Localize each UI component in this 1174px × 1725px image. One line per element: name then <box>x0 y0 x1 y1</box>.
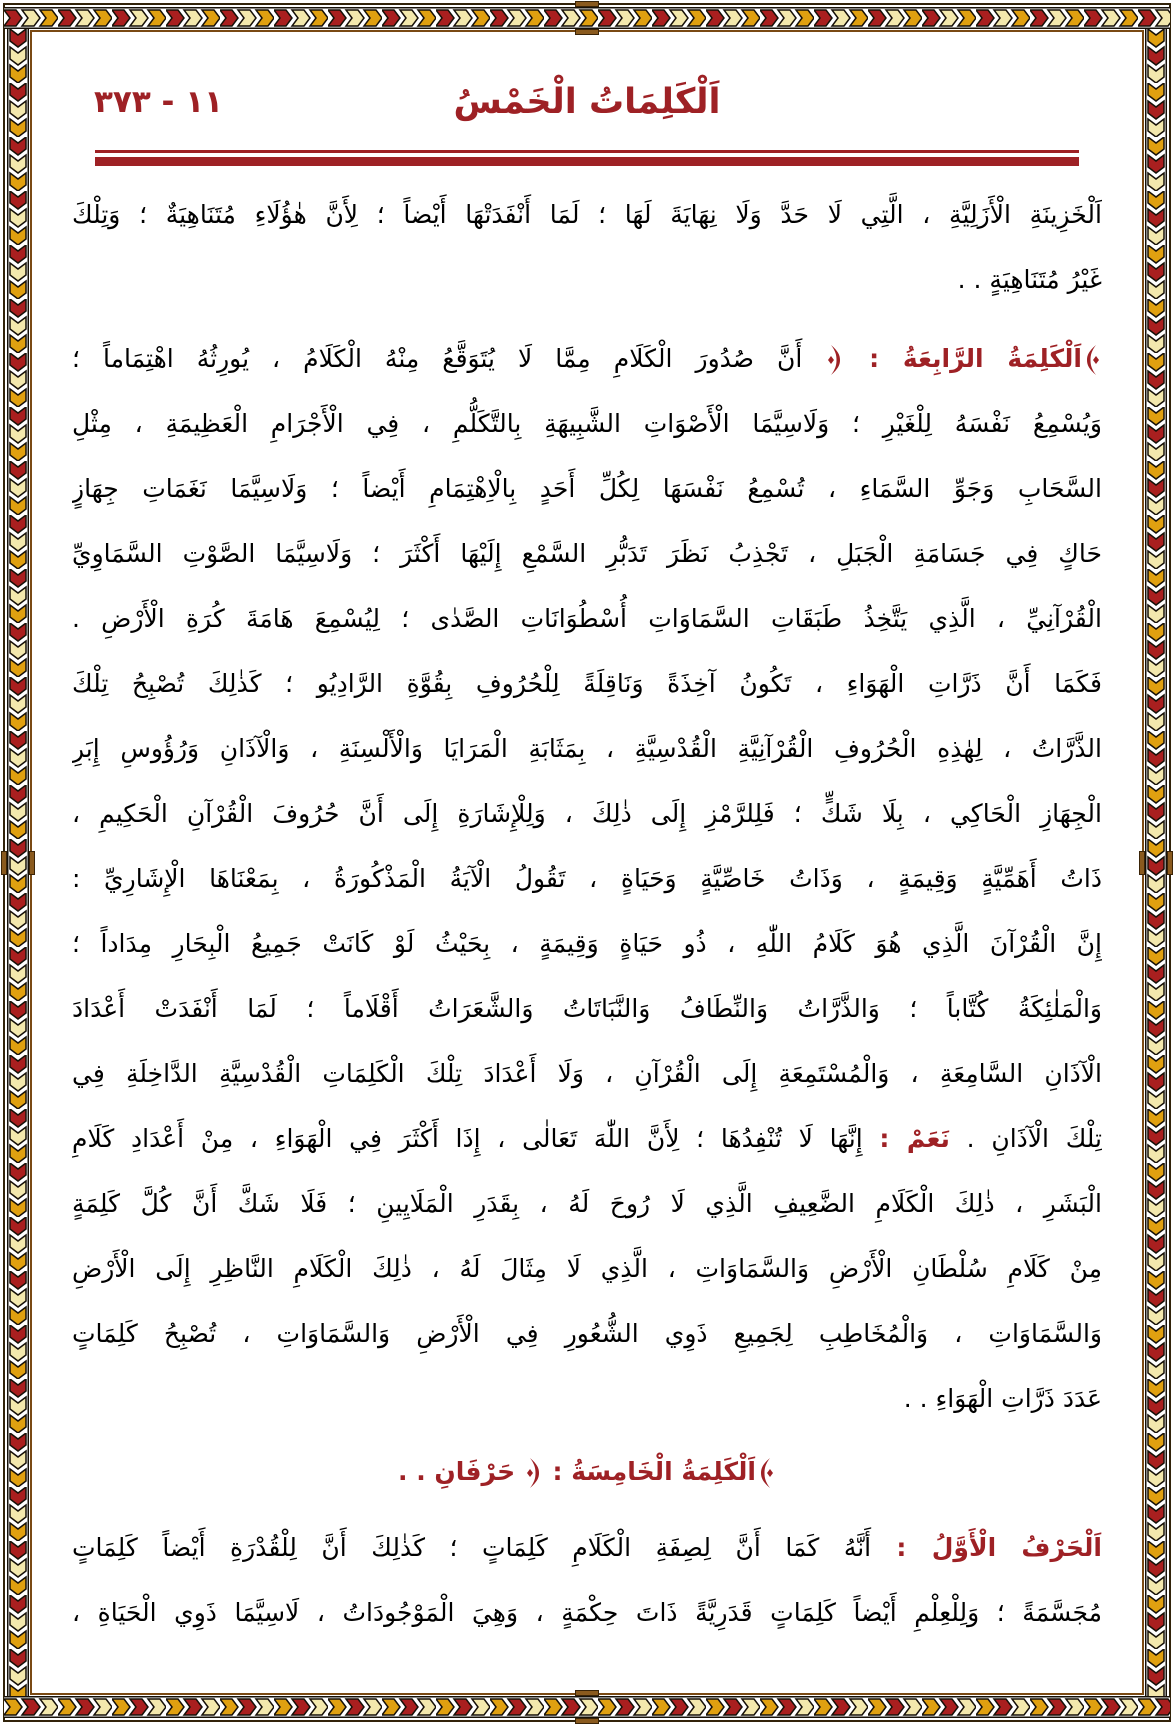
ornate-open-bracket-icon <box>756 1457 776 1489</box>
border-center-tab <box>1167 851 1173 875</box>
border-chain-top <box>4 7 1170 29</box>
body-line <box>72 1171 1102 1236</box>
text-segment: تِلْكَ الْآذَانِ . <box>949 1124 1102 1153</box>
text-segment: إِنَّ الْقُرْآنَ الَّذِي هُوَ كَلَامُ اللّٰهِ ، ذُو حَيَاةٍ وَقِيمَةٍ ، بِحَيْثُ لَوْ كَانَتْ جَمِيعُ الْبِحَارِ مِدَاداً ؛ <box>72 929 1102 958</box>
text-segment: أَنَّهُ كَمَا أَنَّ لِصِفَةِ الْكَلَامِ كَلِمَاتٍ ؛ كَذٰلِكَ أَنَّ لِلْقُدْرَةِ أَيْضاً كَلِمَاتٍ <box>72 1533 872 1562</box>
body-line <box>72 521 1102 586</box>
page-title: اَلْكَلِمَاتُ الْخَمْسُ <box>453 82 721 122</box>
body-line <box>72 911 1102 976</box>
text-segment: السَّحَابِ وَجَوِّ السَّمَاءِ ، تُسْمِعُ نَفْسَهَا لِكُلِّ أَحَدٍ بِالْاِهْتِمَامِ أَيْضاً ؛ وَلَاسِيَّمَا نَغَمَاتِ جِهَازٍ <box>72 474 1102 503</box>
text-segment: وَالْمَلٰئِكَةُ كُتَّاباً ؛ وَالذَّرَّاتُ وَالنِّطَافُ وَالنَّبَاتَاتُ وَالشَّعَرَاتُ أَقْلَاماً ؛ لَمَا أَنْفَدَتْ أَعْدَادَ <box>72 994 1102 1023</box>
body-line <box>72 586 1102 651</box>
body-line <box>72 976 1102 1041</box>
rule-thick-bar <box>95 157 1079 166</box>
text-segment: اَلْخَزِينَةِ الْأَزَلِيَّةِ ، الَّتِي لَا حَدَّ وَلَا نِهَايَةَ لَهَا ؛ لَمَا أَنْفَدَتْهَا أَيْضاً ؛ لِأَنَّ هٰؤُلَاءِ مُتَنَاهِيَةٌ ؛ وَتِلْكَ <box>72 200 1102 229</box>
text-segment: غَيْرُ مُتَنَاهِيَةٍ . . <box>957 265 1102 294</box>
text-segment: الذَّرَّاتُ ، لِهٰذِهِ الْحُرُوفِ الْقُرْآنِيَّةِ الْقُدْسِيَّةِ ، بِمَثَابَةِ الْمَرَايَا وَالْأَلْسِنَةِ ، وَالْآذَانِ وَرُؤُوسِ إِبَرِ <box>72 734 1102 763</box>
body-line <box>72 651 1102 716</box>
body-line <box>72 247 1102 312</box>
fourth-word-heading-line <box>72 326 1102 391</box>
text-segment: فَكَمَا أَنَّ ذَرَّاتِ الْهَوَاءِ ، تَكُونُ آخِذَةً وَنَاقِلَةً لِلْحُرُوفِ بِقُوَّةِ الرَّادِيُو ؛ كَذٰلِكَ تُصْبِحُ تِلْكَ <box>72 669 1102 698</box>
text-segment: نَعَمْ : <box>879 1124 950 1153</box>
text-segment: حَرْفَانِ . . <box>398 1457 524 1486</box>
page-header <box>72 64 1102 140</box>
text-segment: اَلْكَلِمَةُ الرَّابِعَةُ : <box>845 344 1083 373</box>
ornate-close-bracket-icon <box>825 344 845 376</box>
title-double-rule <box>95 150 1079 166</box>
text-segment: مُجَسَّمَةً ؛ وَلِلْعِلْمِ أَيْضاً كَلِمَاتٍ قَدَرِيَّةً ذَاتَ حِكْمَةٍ ، وَهِيَ الْمَوْجُودَاتُ ، لَاسِيَّمَا ذَوِي الْحَيَاةِ ، <box>72 1598 1102 1627</box>
border-center-tab <box>575 1 599 7</box>
body-line <box>72 1366 1102 1431</box>
body-line <box>72 1301 1102 1366</box>
fifth-word-heading <box>72 1437 1102 1507</box>
text-segment: عَدَدَ ذَرَّاتِ الْهَوَاءِ . . <box>903 1384 1102 1413</box>
text-segment: وَالسَّمَاوَاتِ ، وَالْمُخَاطِبِ لِجَمِيعِ ذَوِي الشُّعُورِ فِي الْأَرْضِ وَالسَّمَاوَاتِ ، تُصْبِحُ كَلِمَاتٍ <box>72 1319 1102 1348</box>
text-segment: اَلْكَلِمَةُ الْخَامِسَةُ : <box>543 1457 756 1486</box>
text-segment: الْجِهَازِ الْحَاكِي ، بِلَا شَكٍّ ؛ فَلِلرَّمْزِ إِلَى ذٰلِكَ ، وَلِلْإِشَارَةِ إِلَى أَنَّ حُرُوفَ الْقُرْآنِ الْحَكِيمِ ، <box>72 799 1102 828</box>
body-line <box>72 1580 1102 1645</box>
page-content <box>34 34 1140 1691</box>
body-line <box>72 1106 1102 1171</box>
body-line <box>72 1041 1102 1106</box>
ornate-close-bracket-icon <box>524 1457 544 1489</box>
border-chain-left <box>7 29 29 1696</box>
body-line <box>72 781 1102 846</box>
border-center-tab <box>575 1718 599 1724</box>
page-number: ١١ - ٣٧٣ <box>94 84 224 120</box>
text-segment: اَلْحَرْفُ الْأَوَّلُ : <box>871 1533 1102 1562</box>
text-segment: الْبَشَرِ ، ذٰلِكَ الْكَلَامِ الضَّعِيفِ الَّذِي لَا رُوحَ لَهُ ، بِقَدَرِ الْمَلَايِينِ ؛ فَلَا شَكَّ أَنَّ كُلَّ كَلِمَةٍ <box>72 1189 1102 1218</box>
text-segment: مِنْ كَلَامِ سُلْطَانِ الْأَرْضِ وَالسَّمَاوَاتِ ، الَّذِي لَا مِثَالَ لَهُ ، ذٰلِكَ الْكَلَامِ النَّاظِرِ إِلَى الْأَرْضِ <box>72 1254 1102 1283</box>
border-chain-right <box>1145 29 1167 1696</box>
text-segment: أَنَّ صُدُورَ الْكَلَامِ مِمَّا لَا يُتَوَقَّعُ مِنْهُ الْكَلَامُ ، يُورِثُهُ اهْتِمَاماً ؛ <box>72 344 826 373</box>
text-segment: ذَاتُ أَهَمِّيَّةٍ وَقِيمَةٍ ، وَذَاتُ خَاصِّيَّةٍ وَحَيَاةٍ ، تَقُولُ الْآيَةُ الْمَذْكُورَةُ ، بِمَعْنَاهَا الْإِشَارِيِّ : <box>72 864 1102 893</box>
text-segment: الْآذَانِ السَّامِعَةِ ، وَالْمُسْتَمِعَةِ إِلَى الْقُرْآنِ ، وَلَا أَعْدَادَ تِلْكَ الْكَلِمَاتِ الْقُدْسِيَّةِ الدَّاخِلَةِ فِي <box>72 1059 1102 1088</box>
border-center-tab <box>1 851 7 875</box>
body-line <box>72 1236 1102 1301</box>
text-segment: الْقُرْآنِيِّ ، الَّذِي يَتَّخِذُ طَبَقَاتِ السَّمَاوَاتِ أُسْطُوَانَاتِ الصَّدٰى ؛ لِيُسْمِعَ هَامَةَ كُرَةِ الْأَرْضِ . <box>72 604 1102 633</box>
text-segment: حَاكٍ فِي جَسَامَةِ الْجَبَلِ ، تَجْذِبُ نَظَرَ تَدَبُّرِ السَّمْعِ إِلَيْهَا أَكْثَرَ ؛ وَلَاسِيَّمَا الصَّوْتِ السَّمَاوِيِّ <box>72 539 1102 568</box>
text-segment: وَيُسْمِعُ نَفْسَهُ لِلْغَيْرِ ؛ وَلَاسِيَّمَا الْأَصْوَاتِ الشَّبِيهَةِ بِالتَّكَلُّمِ ، فِي الْأَجْرَامِ الْعَظِيمَةِ ، مِثْلِ <box>72 409 1102 438</box>
body-line <box>72 716 1102 781</box>
body-line <box>72 846 1102 911</box>
first-letter-heading-line <box>72 1515 1102 1580</box>
border-chain-bottom <box>4 1696 1170 1718</box>
text-segment: إِنَّهَا لَا تُنْفِدُهَا ؛ لِأَنَّ اللّٰهَ تَعَالٰى ، إِذَا أَكْثَرَ فِي الْهَوَاءِ ، مِنْ أَعْدَادِ كَلَامِ <box>72 1124 880 1153</box>
body-line <box>72 456 1102 521</box>
body-line <box>72 182 1102 247</box>
body-text <box>72 182 1102 1645</box>
body-line <box>72 391 1102 456</box>
ornate-open-bracket-icon <box>1082 344 1102 376</box>
